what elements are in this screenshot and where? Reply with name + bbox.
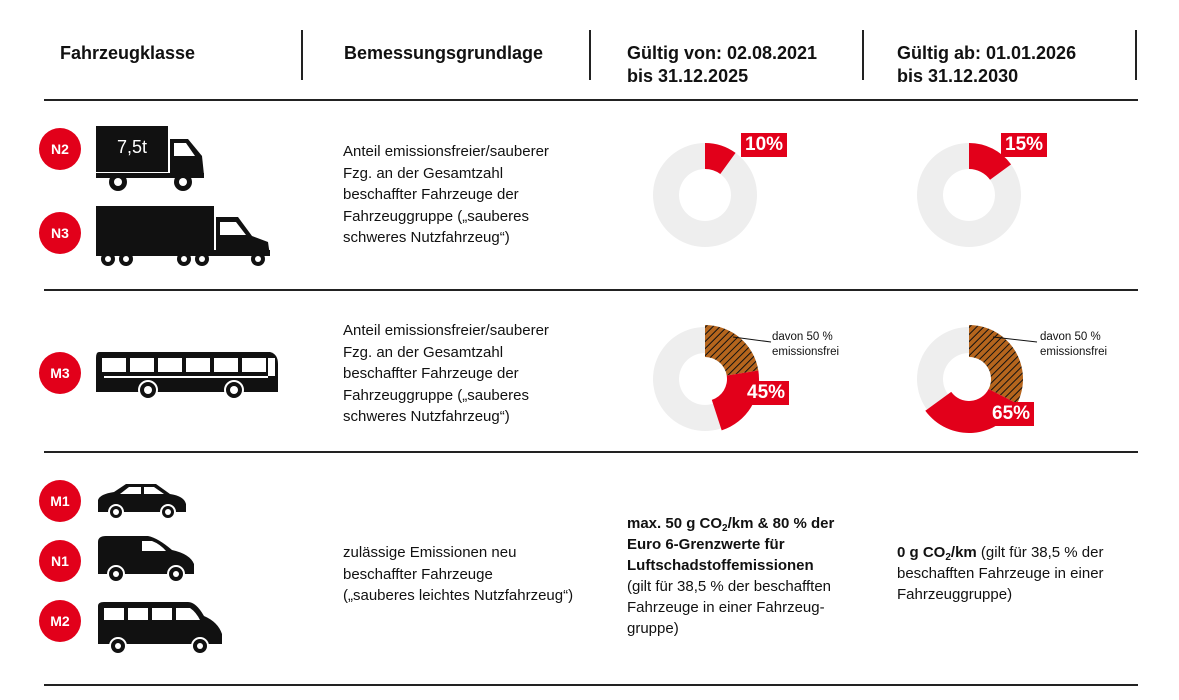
badge-n3: N3 [39, 212, 81, 254]
rule-plain: (gilt für 38,5 % der [976, 544, 1104, 561]
annotation-leader-line [993, 333, 1038, 345]
period-2-to: bis 31.12.2030 [897, 66, 1019, 86]
rule-plain: Fahrzeuggruppe) [897, 586, 1013, 603]
van-icon [96, 534, 196, 582]
minibus-icon [96, 600, 224, 656]
header-divider [1135, 30, 1137, 80]
header-divider [589, 30, 591, 80]
note-line: davon 50 % [772, 331, 833, 343]
rule-subscript: 2 [945, 552, 951, 563]
badge-m3: M3 [39, 352, 81, 394]
desc-line: Anteil emissionsfreier/sauberer [343, 143, 549, 160]
row2-period2-note [1040, 330, 1107, 360]
desc-line: schweres Nutzfahrzeug“) [343, 408, 510, 425]
desc-line: beschaffter Fahrzeuge der [343, 365, 519, 382]
desc-line: Fzg. an der Gesamtzahl [343, 343, 504, 361]
row3-period2-rule [897, 542, 1137, 605]
row2-period1-percent: 45% [743, 381, 789, 405]
header-period-2 [897, 42, 1076, 88]
row-divider [44, 99, 1138, 101]
note-line: emissionsfrei [1040, 346, 1108, 358]
badge-n2: N2 [39, 128, 81, 170]
annotation-leader-line [733, 333, 773, 345]
header-period-1 [627, 42, 817, 88]
period-1-from: Gültig von: 02.08.2021 [627, 43, 818, 63]
desc-line: beschaffter Fahrzeuge der [343, 186, 519, 203]
header-fahrzeugklasse: Fahrzeugklasse [60, 43, 196, 63]
period-1-to: bis 31.12.2025 [627, 66, 749, 86]
rule-bold: /km [950, 544, 977, 561]
header-divider [862, 30, 864, 80]
desc-line: („sauberes leichtes Nutzfahrzeug“) [343, 587, 574, 604]
semi-truck-icon [96, 206, 272, 268]
desc-line: beschaffter Fahrzeuge [343, 565, 493, 583]
rule-bold: Euro 6-Grenzwerte für [627, 536, 785, 553]
truck-weight-label: 7,5t [116, 137, 148, 157]
truck-7-5t-icon [96, 126, 208, 192]
rule-plain: beschafften Fahrzeuge in einer [897, 565, 1104, 582]
bus-icon [96, 350, 280, 400]
desc-line: Fahrzeuggruppe („sauberes [343, 386, 529, 404]
row2-period2-percent: 65% [988, 402, 1034, 426]
rule-bold: max. 50 g CO [627, 515, 723, 532]
desc-line: Fzg. an der Gesamtzahl [343, 164, 504, 182]
header-divider [301, 30, 303, 80]
rule-plain: gruppe) [627, 620, 679, 637]
period-2-from: Gültig ab: 01.01.2026 [897, 43, 1077, 63]
row1-description [343, 141, 549, 249]
row-divider [44, 289, 1138, 291]
row3-description [343, 542, 573, 607]
badge-m1: M1 [39, 480, 81, 522]
car-icon [96, 482, 188, 518]
row3-period1-rule [627, 513, 863, 639]
rule-subscript: 2 [722, 523, 728, 534]
badge-m2: M2 [39, 600, 81, 642]
rule-plain: (gilt für 38,5 % der beschafften [627, 578, 832, 595]
note-line: emissionsfrei [772, 346, 840, 358]
rule-bold: 0 g CO [897, 544, 946, 561]
desc-line: schweres Nutzfahrzeug“) [343, 229, 510, 246]
desc-line: Fahrzeuggruppe („sauberes [343, 207, 529, 225]
header-bemessungsgrundlage: Bemessungsgrundlage [344, 43, 544, 63]
note-line: davon 50 % [1040, 331, 1101, 343]
rule-plain: Fahrzeuge in einer Fahrzeug- [627, 599, 825, 616]
rule-bold: Luftschadstoffemissionen [627, 557, 814, 574]
row-divider [44, 684, 1138, 686]
badge-n1: N1 [39, 540, 81, 582]
rule-bold: /km & 80 % der [727, 515, 835, 532]
row-divider [44, 451, 1138, 453]
row2-description [343, 320, 549, 428]
row1-period2-percent: 15% [1001, 133, 1047, 157]
desc-line: Anteil emissionsfreier/sauberer [343, 322, 549, 339]
row2-period1-note [772, 330, 839, 360]
row1-period1-percent: 10% [741, 133, 787, 157]
desc-line: zulässige Emissionen neu [343, 544, 517, 561]
